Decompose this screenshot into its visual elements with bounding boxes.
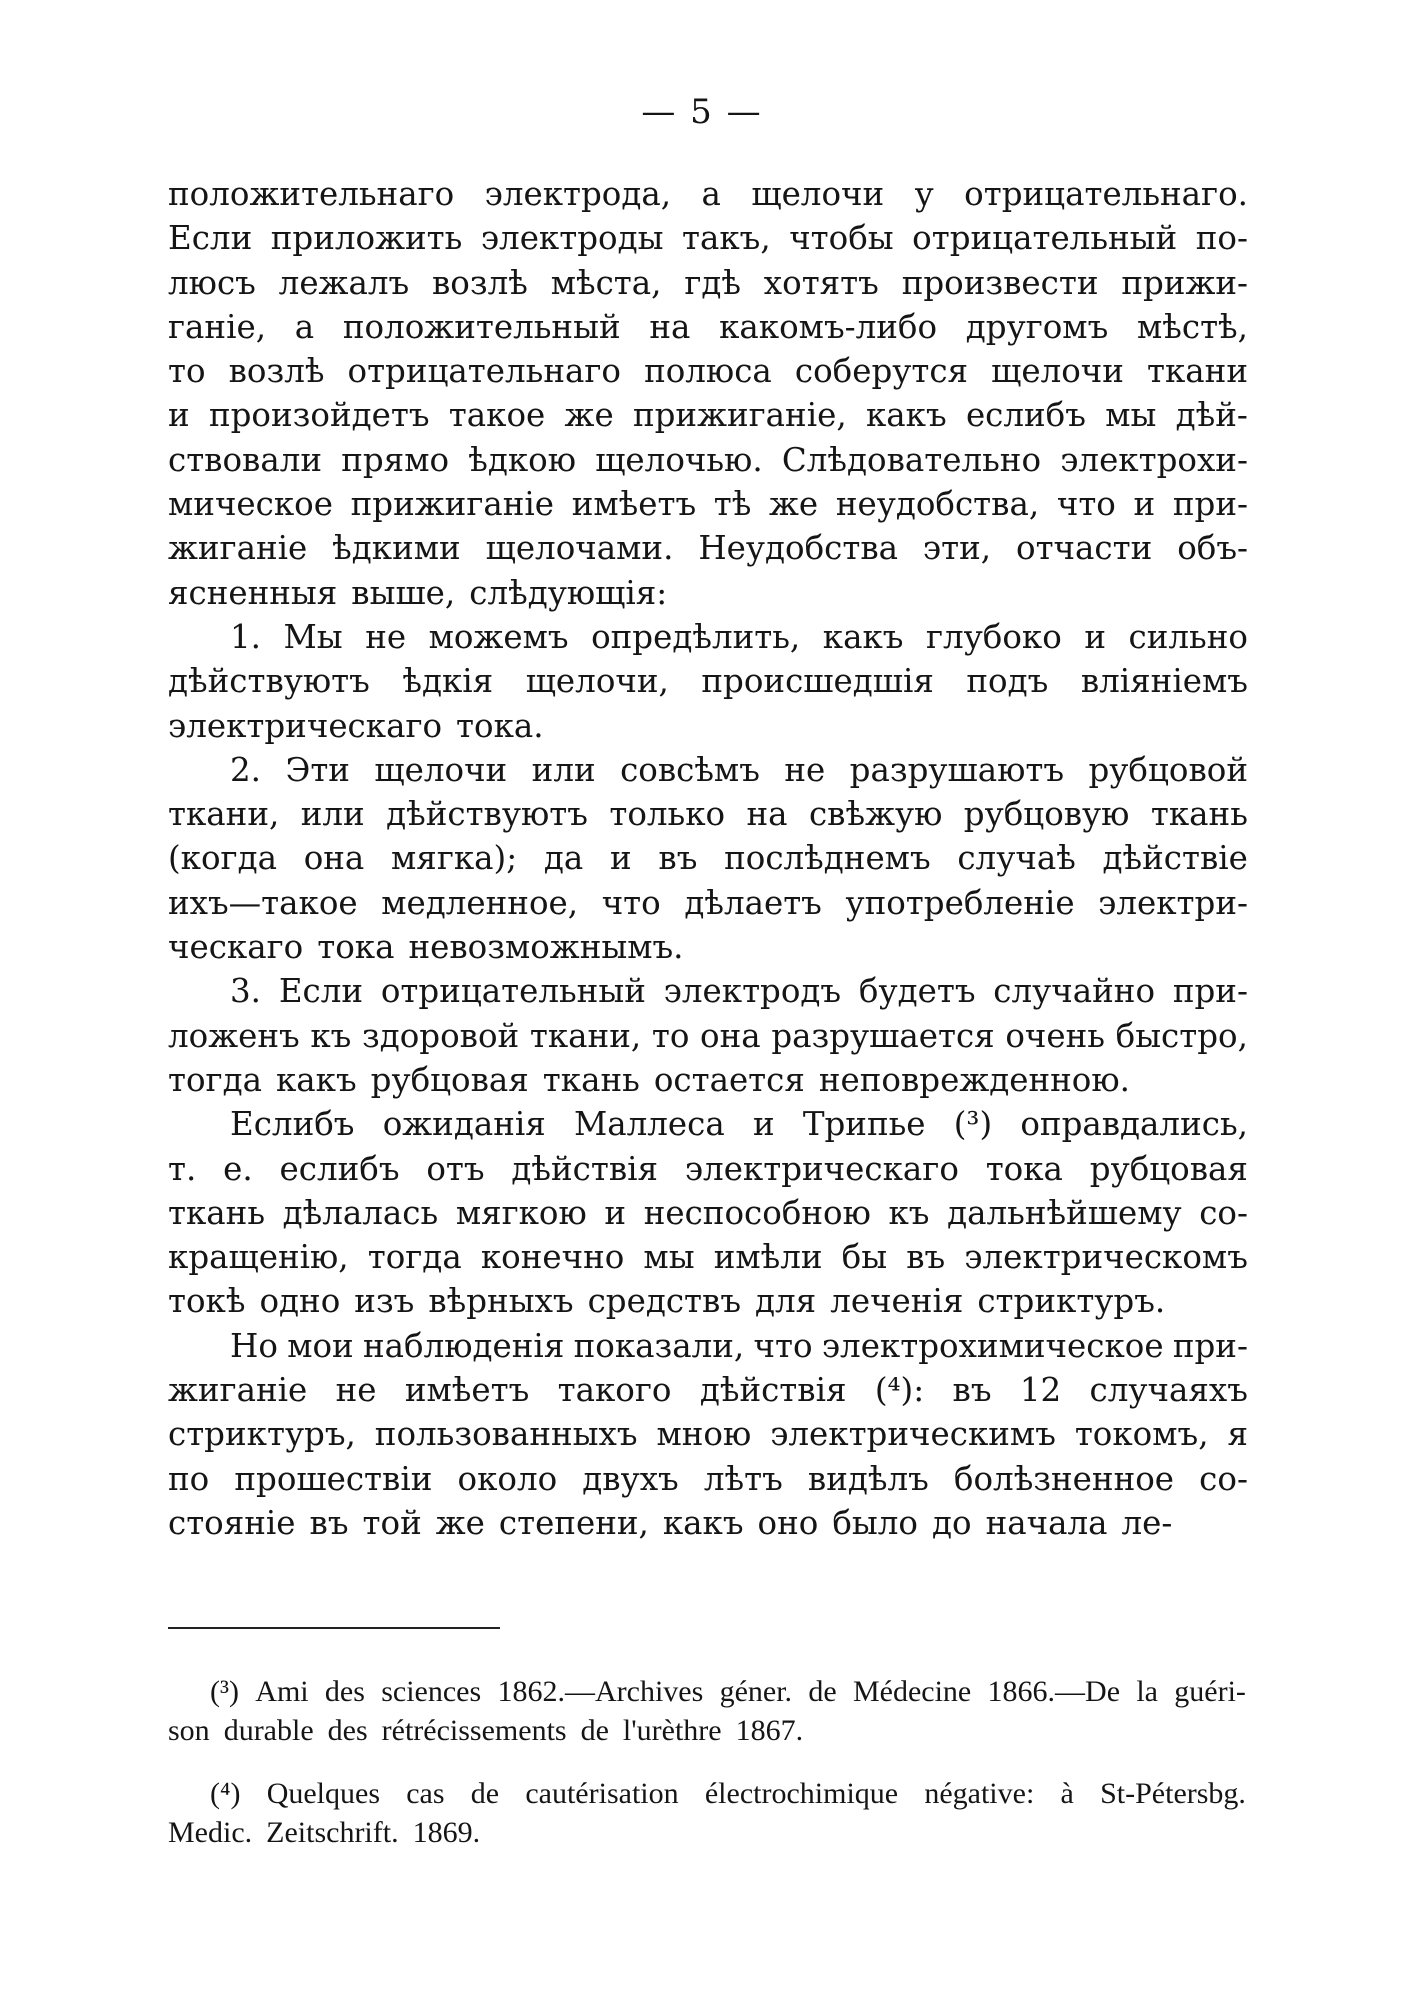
text-line	[168, 748, 1248, 792]
word: же	[435, 1503, 485, 1542]
word: и	[752, 1105, 775, 1144]
word: отрицательнаго.	[964, 175, 1248, 213]
word: да	[543, 839, 584, 878]
word: рубцовой	[1088, 750, 1248, 789]
word: и	[1084, 617, 1106, 656]
word: средствъ	[587, 1282, 742, 1321]
word: Médecine	[852, 1675, 972, 1708]
word: Но	[230, 1326, 278, 1365]
word: стояніе	[168, 1503, 296, 1542]
word: дѣлалась	[282, 1193, 439, 1232]
word: оправдались,	[1020, 1105, 1248, 1144]
word: жиганіе	[168, 529, 308, 568]
word: дѣйствуютъ	[386, 795, 588, 834]
word: la	[1136, 1675, 1158, 1708]
footnote	[168, 1774, 1246, 1852]
text-line	[168, 1191, 1248, 1235]
word: не	[784, 750, 826, 789]
word: въ	[309, 1503, 349, 1542]
word: чтобы	[789, 219, 894, 258]
word: кращенію,	[168, 1238, 349, 1277]
word: какъ	[275, 1060, 357, 1099]
word: cas	[406, 1777, 445, 1810]
main-text	[168, 172, 1248, 1545]
word: дѣйствія	[511, 1149, 659, 1188]
word: Неудобства	[698, 529, 899, 568]
word: щелочи	[374, 750, 508, 789]
word: ткани,	[168, 795, 280, 834]
word: 3.	[230, 972, 262, 1011]
text-line	[168, 836, 1248, 880]
word: ихъ—такое	[168, 883, 358, 922]
word: отрицательный	[912, 219, 1178, 258]
word: я	[1227, 1415, 1248, 1454]
word: той	[362, 1503, 422, 1542]
word: ткань	[542, 1060, 640, 1099]
word: медленное,	[381, 883, 579, 922]
word: электрическаго	[684, 1149, 959, 1188]
word: глубоко	[925, 617, 1062, 656]
text-line	[168, 261, 1248, 305]
word: е.	[223, 1149, 253, 1188]
word: разрушаютъ	[849, 750, 1065, 789]
word: будетъ	[858, 972, 976, 1011]
word: по	[168, 1459, 210, 1498]
word: guéri-	[1174, 1675, 1246, 1708]
word: мягкою	[455, 1193, 587, 1232]
word: при-	[1172, 1326, 1248, 1365]
word: начала	[985, 1503, 1108, 1542]
word: ясненныя	[168, 573, 338, 612]
footnote	[168, 1672, 1246, 1750]
word: 1869.	[412, 1816, 481, 1849]
word: тѣ	[713, 485, 752, 524]
word: опредѣлить,	[591, 617, 801, 656]
word: стриктуръ.	[977, 1282, 1166, 1321]
text-line	[168, 704, 1248, 748]
word: à	[1060, 1777, 1074, 1810]
word: электрическаго	[168, 706, 443, 745]
word: положительный	[342, 307, 621, 346]
word: здоровой	[362, 1016, 520, 1055]
word: ческаго	[168, 928, 304, 967]
word: какъ	[865, 396, 947, 435]
word: лѣтъ	[703, 1459, 783, 1498]
word: 1867.	[735, 1714, 804, 1747]
text-line	[168, 216, 1248, 260]
word: дальнѣйшему	[947, 1193, 1182, 1232]
word: по-	[1195, 219, 1248, 258]
word: бы	[841, 1238, 888, 1277]
word: конечно	[480, 1238, 625, 1277]
text-line	[168, 349, 1248, 393]
word: при-	[1172, 485, 1248, 524]
word: мои	[287, 1326, 354, 1365]
word: тогда	[168, 1060, 262, 1099]
word: négative:	[924, 1777, 1035, 1810]
word: объ-	[1177, 529, 1248, 568]
word: люсъ	[168, 263, 256, 302]
word: случаѣ	[957, 839, 1076, 878]
word: со-	[1199, 1459, 1248, 1498]
word: свѣжую	[808, 795, 943, 834]
word: ткани	[1147, 352, 1248, 391]
word: ствовали	[168, 440, 323, 479]
word: у	[914, 175, 934, 213]
word: дѣлаетъ	[684, 883, 822, 922]
word: токомъ,	[1074, 1415, 1209, 1454]
word: son	[168, 1714, 210, 1747]
word: лежалъ	[278, 263, 410, 302]
word: Маллеса	[573, 1105, 725, 1144]
text-line	[168, 305, 1248, 349]
word: жиганіе	[168, 1371, 308, 1410]
word: положительнаго	[168, 175, 455, 213]
word: токѣ	[168, 1282, 246, 1321]
text-line	[168, 526, 1248, 570]
text-line	[168, 1279, 1248, 1323]
word: подъ	[966, 662, 1049, 701]
word: rétrécissements	[381, 1714, 567, 1747]
word: Если	[278, 972, 364, 1011]
word: отрицательнаго	[347, 352, 621, 391]
word: въ	[906, 1238, 946, 1277]
text-line	[168, 792, 1248, 836]
text-line	[168, 1014, 1248, 1058]
word: тока	[985, 1149, 1063, 1188]
word: и	[168, 396, 190, 435]
page-number: — 5 —	[641, 92, 763, 132]
word: Эти	[285, 750, 350, 789]
word: cautérisation	[525, 1777, 679, 1810]
word: и	[610, 839, 632, 878]
text-line	[168, 571, 1248, 615]
word: de	[470, 1777, 500, 1810]
word: послѣднемъ	[724, 839, 931, 878]
word: отрицательный	[380, 972, 646, 1011]
word: дѣйствуютъ	[168, 662, 370, 701]
word: сильно	[1128, 617, 1248, 656]
word: рубцовая	[1089, 1149, 1248, 1188]
word: на	[649, 307, 691, 346]
text-line	[168, 1102, 1248, 1146]
word: т.	[168, 1149, 197, 1188]
word: происшедшія	[701, 662, 934, 701]
word: такъ,	[681, 219, 771, 258]
word: же	[769, 485, 819, 524]
word: и	[604, 1193, 627, 1232]
word: или	[531, 750, 596, 789]
word: 2.	[230, 750, 262, 789]
footnote-line	[168, 1711, 1246, 1750]
word: еслибъ	[965, 396, 1086, 435]
word: дѣй-	[1175, 396, 1248, 435]
word: совсѣмъ	[620, 750, 760, 789]
text-line	[168, 1457, 1248, 1501]
word: ткани,	[529, 1016, 642, 1055]
paragraph	[168, 969, 1248, 1102]
text-line	[168, 438, 1248, 482]
word: одно	[259, 1282, 341, 1321]
word: прижи-	[1121, 263, 1248, 302]
word: прижиганіе	[350, 485, 555, 524]
word: электрическомъ	[964, 1238, 1248, 1277]
word: géner.	[719, 1675, 793, 1708]
word: стриктуръ,	[168, 1415, 356, 1454]
word: дѣйствія	[699, 1371, 847, 1410]
word: очень	[1005, 1016, 1105, 1055]
word: мѣстѣ,	[1136, 307, 1248, 346]
word: щелочи	[991, 352, 1124, 391]
word: эти,	[922, 529, 992, 568]
text-line	[168, 969, 1248, 1013]
word: имѣетъ	[404, 1371, 530, 1410]
word: какъ	[662, 1503, 744, 1542]
word: (³)	[953, 1105, 993, 1144]
word: то	[651, 1016, 690, 1055]
word: быстро,	[1115, 1016, 1248, 1055]
word: полюса	[644, 352, 772, 391]
word: остается	[653, 1060, 805, 1099]
word: неспособною	[643, 1193, 871, 1232]
word: вѣрныхъ	[428, 1282, 574, 1321]
word: степени,	[498, 1503, 649, 1542]
word: мы	[1105, 396, 1157, 435]
word: произвести	[901, 263, 1099, 302]
text-line	[168, 1501, 1248, 1545]
text-line	[168, 1235, 1248, 1279]
word: électrochimique	[704, 1777, 899, 1810]
word: къ	[888, 1193, 930, 1232]
word: Ami	[255, 1675, 309, 1708]
text-line	[168, 1058, 1248, 1102]
word: прошествіи	[234, 1459, 433, 1498]
word: электри-	[1098, 883, 1248, 922]
word: къ	[310, 1016, 352, 1055]
word: соберутся	[794, 352, 969, 391]
word: щелочи	[751, 175, 885, 213]
word: имѣли	[713, 1238, 823, 1277]
word: 1862.—Archives	[497, 1675, 704, 1708]
word: и	[1133, 485, 1156, 524]
word: изъ	[354, 1282, 415, 1321]
text-line	[168, 172, 1248, 216]
word: еслибъ	[279, 1149, 400, 1188]
word: ожиданія	[382, 1105, 546, 1144]
word: двухъ	[582, 1459, 679, 1498]
word: какъ	[822, 617, 904, 656]
word: 12	[1019, 1371, 1062, 1410]
word: отчасти	[1016, 529, 1153, 568]
word: можемъ	[428, 617, 569, 656]
word: для	[755, 1282, 817, 1321]
word: леченія	[830, 1282, 964, 1321]
word: de	[580, 1714, 609, 1747]
word: Мы	[283, 617, 343, 656]
word: видѣлъ	[807, 1459, 929, 1498]
word: электрода,	[484, 175, 672, 213]
word: St-Pétersbg.	[1100, 1777, 1246, 1810]
word: мическое	[168, 485, 333, 524]
text-line	[168, 881, 1248, 925]
word: а	[701, 175, 721, 213]
word: до	[932, 1503, 972, 1542]
word: разрушается	[771, 1016, 995, 1055]
word: прямо	[341, 440, 450, 479]
word: Если	[168, 219, 253, 258]
word: со-	[1199, 1193, 1248, 1232]
paragraph	[168, 1324, 1248, 1545]
word: а	[294, 307, 315, 346]
word: мною	[656, 1415, 752, 1454]
word: такого	[557, 1371, 672, 1410]
word: Medic.	[168, 1816, 253, 1849]
word: des	[327, 1714, 368, 1747]
word: электрохимическое	[821, 1326, 1164, 1365]
word: тогда	[367, 1238, 462, 1277]
word: что	[753, 1326, 813, 1365]
word: неповрежденною.	[818, 1060, 1130, 1099]
word: вліяніемъ	[1080, 662, 1248, 701]
word: электрохи-	[1060, 440, 1248, 479]
word: ле-	[1121, 1503, 1173, 1542]
word: невозможнымъ.	[408, 928, 684, 967]
word: (когда	[168, 839, 277, 878]
word: щелочами.	[485, 529, 674, 568]
word: слѣдующія:	[469, 573, 668, 612]
footnotes	[168, 1672, 1246, 1876]
word: она	[700, 1016, 761, 1055]
word: въ	[658, 839, 698, 878]
word: дѣйствіе	[1102, 839, 1248, 878]
word: неудобства,	[835, 485, 1040, 524]
word: около	[457, 1459, 558, 1498]
word: Слѣдовательно	[781, 440, 1042, 479]
word: отъ	[426, 1149, 485, 1188]
word: ѣдкими	[332, 529, 461, 568]
footnote-divider	[168, 1627, 500, 1629]
word: durable	[223, 1714, 314, 1747]
word: des	[324, 1675, 365, 1708]
word: ѣдкою	[468, 440, 577, 479]
word: Zeitschrift.	[266, 1816, 399, 1849]
text-line	[168, 1147, 1248, 1191]
word: употребленіе	[845, 883, 1075, 922]
paragraph	[168, 748, 1248, 969]
word: оно	[757, 1503, 819, 1542]
word: 1.	[230, 617, 262, 656]
word: 1866.—De	[987, 1675, 1121, 1708]
word: пользованныхъ	[374, 1415, 638, 1454]
word: что	[601, 883, 661, 922]
word: щелочью.	[595, 440, 763, 479]
text-line	[168, 1368, 1248, 1412]
word: электрическимъ	[770, 1415, 1056, 1454]
word: хотятъ	[763, 263, 879, 302]
paragraph	[168, 615, 1248, 748]
word: de	[808, 1675, 837, 1708]
paragraph	[168, 172, 1248, 615]
word: какомъ-либо	[719, 307, 938, 346]
word: другомъ	[965, 307, 1109, 346]
footnote-marker: (³)	[210, 1675, 239, 1708]
word: (⁴):	[874, 1371, 925, 1410]
word: прижиганіе,	[632, 396, 847, 435]
word: l'urèthre	[622, 1714, 722, 1747]
text-line	[168, 925, 1248, 969]
word: на	[746, 795, 788, 834]
word: рубцовую	[963, 795, 1130, 834]
word: ткань	[1150, 795, 1248, 834]
word: электродъ	[663, 972, 842, 1011]
word: ткань	[168, 1193, 266, 1232]
word: ложенъ	[168, 1016, 300, 1055]
text-line	[168, 482, 1248, 526]
text-line	[168, 393, 1248, 437]
text-line	[168, 1412, 1248, 1456]
word: при-	[1172, 972, 1248, 1011]
word: наблюденія	[362, 1326, 565, 1365]
word: случайно	[993, 972, 1156, 1011]
word: было	[832, 1503, 918, 1542]
word: или	[300, 795, 365, 834]
footnote-marker: (⁴)	[210, 1777, 241, 1810]
word: тока.	[456, 706, 544, 745]
text-line	[168, 659, 1248, 703]
word: ѣдкія	[402, 662, 494, 701]
word: гдѣ	[684, 263, 741, 302]
word: Quelques	[266, 1777, 380, 1810]
paragraph	[168, 1102, 1248, 1323]
word: показали,	[573, 1326, 745, 1365]
text-line	[168, 1324, 1248, 1368]
word: возлѣ	[228, 352, 325, 391]
word: же	[564, 396, 614, 435]
word: такое	[448, 396, 546, 435]
word: болѣзненное	[953, 1459, 1175, 1498]
footnote-line	[168, 1774, 1246, 1813]
word: произойдетъ	[208, 396, 430, 435]
word: она	[303, 839, 365, 878]
word: электроды	[480, 219, 664, 258]
word: Трипье	[802, 1105, 926, 1144]
word: мы	[643, 1238, 695, 1277]
word: случаяхъ	[1089, 1371, 1248, 1410]
word: только	[609, 795, 726, 834]
word: то	[168, 352, 206, 391]
word: не	[335, 1371, 377, 1410]
word: что	[1056, 485, 1116, 524]
word: sciences	[381, 1675, 482, 1708]
footnote-line	[168, 1813, 1246, 1852]
word: возлѣ	[432, 263, 528, 302]
word: ганіе,	[168, 307, 267, 346]
word: тока	[317, 928, 395, 967]
word: въ	[952, 1371, 992, 1410]
word: приложить	[270, 219, 463, 258]
word: рубцовая	[370, 1060, 529, 1099]
word: имѣетъ	[571, 485, 697, 524]
text-line	[168, 615, 1248, 659]
word: щелочи,	[525, 662, 669, 701]
word: мягка);	[391, 839, 518, 878]
footnote-line	[168, 1672, 1246, 1711]
word: выше,	[351, 573, 456, 612]
word: Еслибъ	[230, 1105, 355, 1144]
word: мѣста,	[550, 263, 662, 302]
word: не	[365, 617, 407, 656]
